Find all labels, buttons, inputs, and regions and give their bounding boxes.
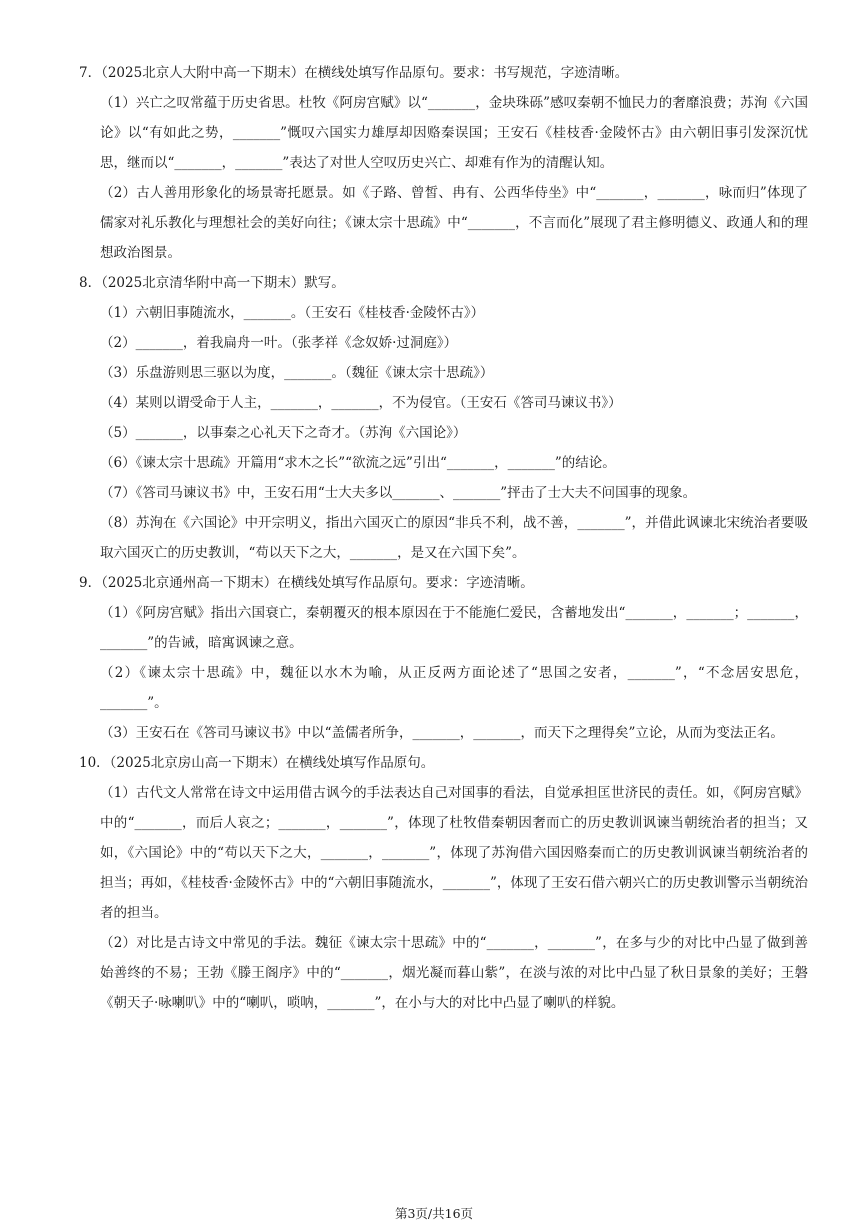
question-10-item-2: （2）对比是古诗文中常见的手法。魏征《谏太宗十思疏》中的“_______，_______”，在多与少的对比中凸显了做到善始善终的不易；王勃《滕王阁序》中的“_______，烟光凝而暮山紫”，在淡与浓的对比中凸显了秋日景象的美好；王磐《朝天子·咏喇叭》中的“喇叭，唢呐，_______”，在小与大的对比中凸显了喇叭的样貌。 [100, 935, 808, 1011]
question-8-item-3: （3）乐盘游则思三驱以为度，_______。（魏征《谏太宗十思疏》） [100, 365, 494, 381]
question-8-item-6: （6）《谏太宗十思疏》开篇用“求木之长”“欲流之远”引出“_______，_______”的结论。 [100, 455, 616, 471]
question-8-item-5: （5）_______，以事秦之心礼天下之奇才。（苏洵《六国论》） [100, 425, 467, 441]
question-8 [79, 268, 808, 568]
question-8-item-7: （7）《答司马谏议书》中，王安石用“士大夫多以_______、_______”抨击了士大夫不问国事的现象。 [100, 485, 697, 501]
question-10-item-1: （1）古代文人常常在诗文中运用借古讽今的手法表达自己对国事的看法，自觉承担匡世济民的责任。如，《阿房宫赋》中的“_______，而后人哀之；_______，_______”，体现了杜牧借秦朝因奢而亡的历史教训讽谏当朝统治者的担当；又如，《六国论》中的“苟以天下之大，_______，_______”，体现了苏洵借六国因赂秦而亡的历史教训讽谏当朝统治者的担当；再如，《桂枝香·金陵怀古》中的“六朝旧事随流水，_______”，体现了王安石借六朝兴亡的历史教训警示当朝统治者的担当。 [100, 785, 808, 921]
question-7-item-1: （1）兴亡之叹常蕴于历史省思。杜牧《阿房宫赋》以“_______，金块珠砾”感叹秦朝不恤民力的奢靡浪费；苏洵《六国论》以“有如此之势，_______”慨叹六国实力雄厚却因赂秦误国；王安石《桂枝香·金陵怀古》由六朝旧事引发深沉忧思，继而以“_______，_______”表达了对世人空叹历史兴亡、却难有作为的清醒认知。 [100, 95, 808, 171]
question-8-heading: 8．（2025北京清华附中高一下期末）默写。 [79, 275, 345, 291]
question-9-item-3: （3）王安石在《答司马谏议书》中以“盖儒者所争，_______，_______，而天下之理得矣”立论，从而为变法正名。 [100, 725, 784, 741]
question-9 [79, 568, 808, 748]
question-8-item-4: （4）某则以谓受命于人主，_______，_______，不为侵官。（王安石《答司马谏议书》） [100, 395, 622, 411]
question-8-item-1: （1）六朝旧事随流水，_______。（王安石《桂枝香·金陵怀古》） [100, 305, 485, 321]
question-8-item-2: （2）_______，着我扁舟一叶。（张孝祥《念奴娇·过洞庭》） [100, 335, 458, 351]
question-7-item-2: （2）古人善用形象化的场景寄托愿景。如《子路、曾皙、冉有、公西华侍坐》中“_______，_______，咏而归”体现了儒家对礼乐教化与理想社会的美好向往；《谏太宗十思疏》中“_______，不言而化”展现了君主修明德义、政通人和的理想政治图景。 [100, 185, 808, 261]
question-9-item-2: （2）《谏太宗十思疏》中，魏征以水木为喻，从正反两方面论述了“思国之安者，_______”，“不念居安思危，_______”。 [100, 665, 808, 711]
question-8-item-8: （8）苏洵在《六国论》中开宗明义，指出六国灭亡的原因“非兵不利，战不善，_______”，并借此讽谏北宋统治者要吸取六国灭亡的历史教训，“苟以天下之大，_______，是又在六国下矣”。 [100, 515, 808, 561]
question-10-heading: 10．（2025北京房山高一下期末）在横线处填写作品原句。 [79, 755, 435, 771]
question-9-heading: 9．（2025北京通州高一下期末）在横线处填写作品原句。要求：字迹清晰。 [79, 575, 534, 591]
page-footer: 第3页/共16页 [394, 1206, 474, 1221]
question-7 [79, 58, 808, 268]
question-10 [79, 748, 808, 1018]
question-9-item-1: （1）《阿房宫赋》指出六国衰亡，秦朝覆灭的根本原因在于不能施仁爱民，含蓄地发出“_______，_______；_______，_______”的告诫，暗寓讽谏之意。 [100, 605, 808, 651]
question-7-heading: 7．（2025北京人大附中高一下期末）在横线处填写作品原句。要求：书写规范，字迹清晰。 [79, 65, 629, 81]
